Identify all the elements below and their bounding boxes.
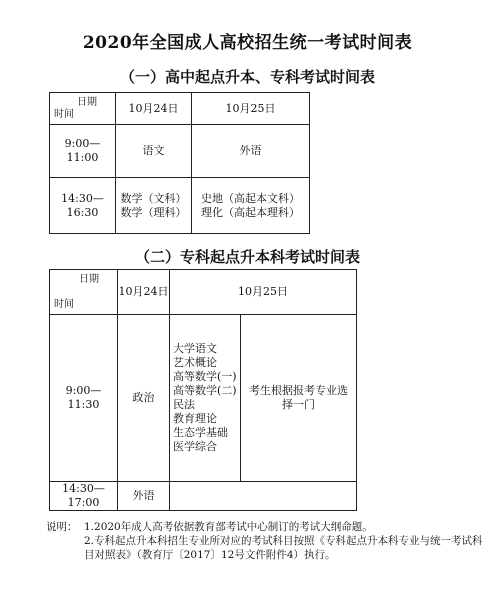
subject-item: 生态学基础 — [173, 426, 228, 439]
time-label: 时间 — [54, 299, 74, 310]
note-item: 1.2020年成人高考依据教育部考试中心制订的考试大纲命题。 — [84, 521, 373, 533]
subject-line: 史地（高起本文科） — [201, 191, 300, 205]
subject-item: 高等数学(二) — [173, 384, 237, 397]
section2-table — [49, 269, 357, 511]
section1-table — [49, 92, 310, 234]
note-item: 2.专科起点升本科招生专业所对应的考试科目按照《专科起点升本科专业与统一考试科目对照表》（教育厅〔2017〕12号文件附件4）执行。 — [84, 535, 483, 561]
page-title: 2020年全国成人高校招生统一考试时间表 — [82, 33, 413, 53]
subject-item: 民法 — [173, 398, 195, 411]
time-label: 时间 — [54, 109, 74, 120]
subject-item: 教育理论 — [173, 412, 217, 425]
notes-label: 说明： — [46, 521, 78, 533]
day2-header: 10月25日 — [170, 270, 357, 315]
subject-item: 大学语文 — [173, 342, 217, 355]
day2-header: 10月25日 — [192, 93, 310, 125]
subject-item: 医学综合 — [173, 440, 217, 453]
table-row — [50, 315, 357, 482]
selection-note-cell: 考生根据报考专业选择一门 — [241, 315, 357, 482]
header-diagonal-cell — [50, 93, 116, 125]
section2-heading: （二）专科起点升本科考试时间表 — [134, 248, 360, 266]
day1-header: 10月24日 — [116, 93, 192, 125]
table-row — [50, 178, 310, 234]
date-label: 日期 — [79, 274, 99, 285]
subject-cell — [192, 178, 310, 234]
time-cell: 9:00—11:00 — [50, 125, 116, 178]
table-row — [50, 482, 357, 511]
time-cell: 14:30—16:30 — [50, 178, 116, 234]
table-row — [50, 125, 310, 178]
subject-list — [170, 315, 241, 482]
subject-line: 数学（理科） — [120, 205, 187, 219]
header-diagonal-cell — [50, 270, 118, 315]
notes — [46, 520, 486, 562]
subject-item: 高等数学(一) — [173, 370, 237, 383]
day1-header: 10月24日 — [118, 270, 170, 315]
subject-line: 数学（文科） — [120, 191, 187, 205]
time-cell: 14:30—17:00 — [50, 482, 118, 511]
date-label: 日期 — [77, 97, 97, 108]
subject-cell: 语文 — [116, 125, 192, 178]
subject-line: 理化（高起本理科） — [201, 205, 300, 219]
subject-cell: 外语 — [118, 482, 170, 511]
subject-cell — [116, 178, 192, 234]
empty-cell — [170, 482, 357, 511]
subject-item: 艺术概论 — [173, 356, 217, 369]
subject-cell: 政治 — [118, 315, 170, 482]
subject-cell: 外语 — [192, 125, 310, 178]
time-cell: 9:00—11:30 — [50, 315, 118, 482]
section1-heading: （一）高中起点升本、专科考试时间表 — [119, 68, 375, 86]
